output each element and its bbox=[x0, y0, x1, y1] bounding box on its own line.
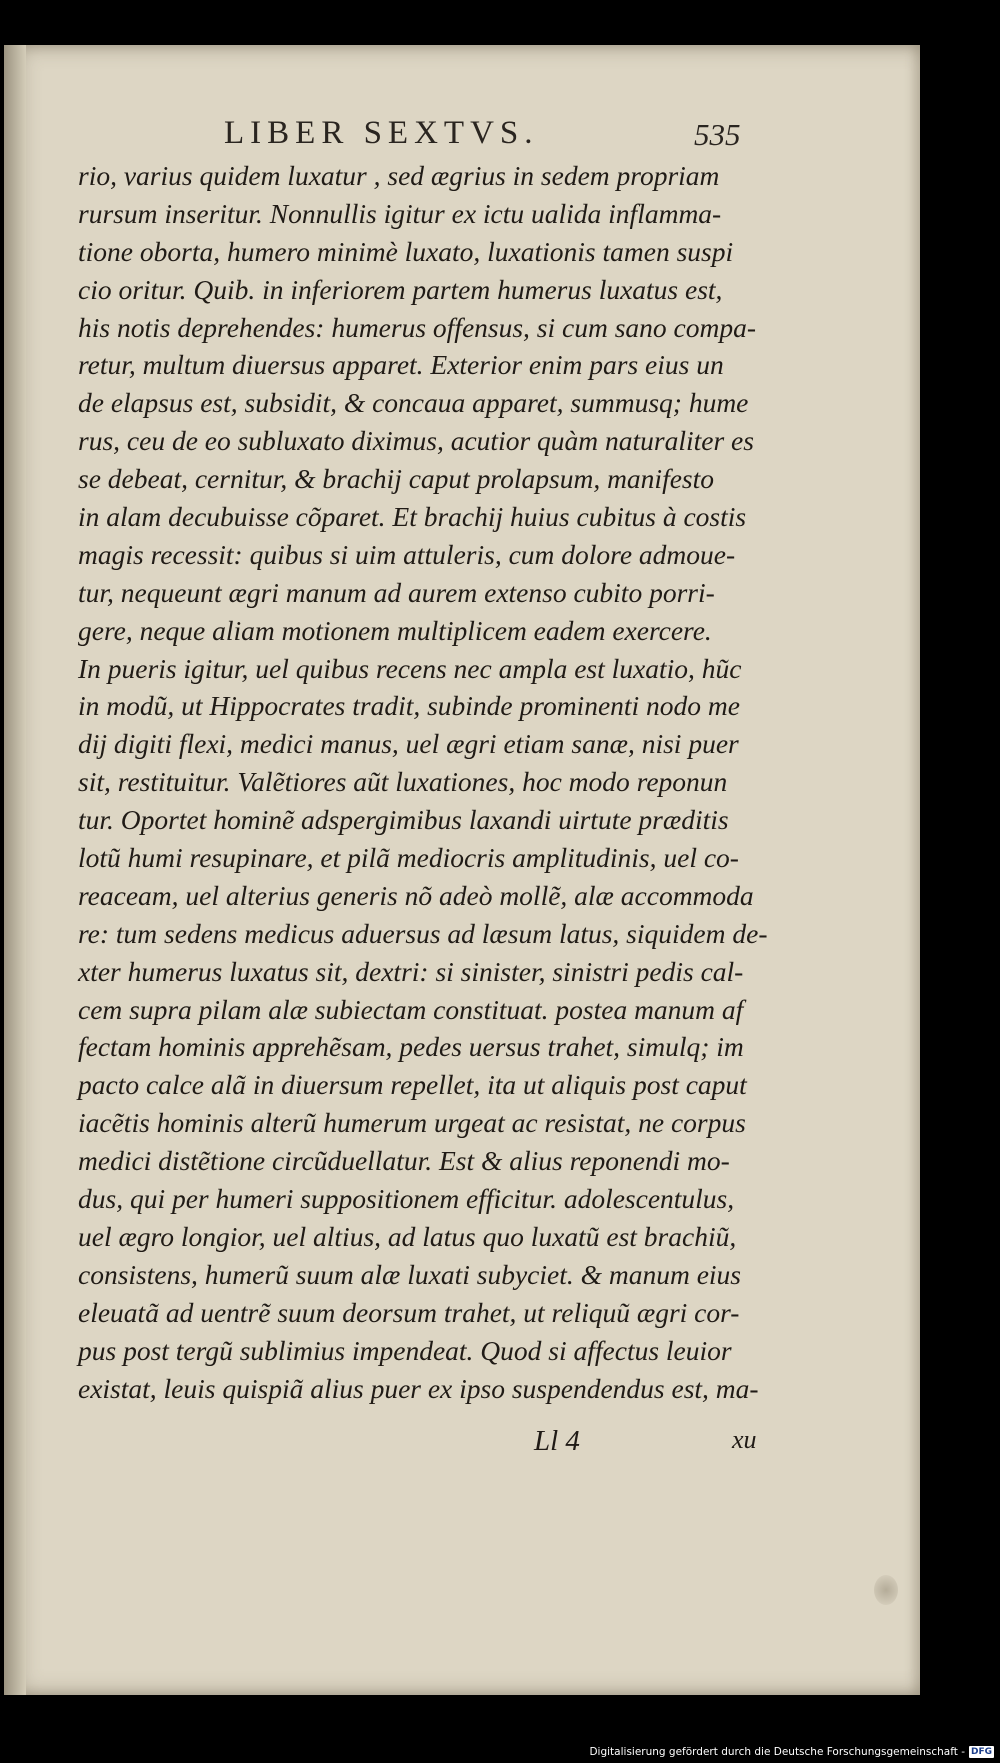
text-line: consistens, humerũ suum alæ luxati subyciet. & manum eius bbox=[78, 1258, 741, 1290]
text-line: dij digiti flexi, medici manus, uel ægri etiam sanæ, nisi puer bbox=[78, 728, 739, 760]
text-line: rursum inseritur. Nonnullis igitur ex ictu ualida inflamma- bbox=[78, 197, 722, 229]
running-head: LIBER SEXTVS. bbox=[224, 115, 539, 151]
text-line: rus, ceu de eo subluxato diximus, acutior quàm naturaliter es bbox=[78, 425, 754, 457]
text-line: In pueris igitur, uel quibus recens nec ampla est luxatio, hũc bbox=[78, 652, 742, 684]
page-footer bbox=[4, 1425, 920, 1465]
text-line: in modũ, ut Hippocrates tradit, subinde prominenti nodo me bbox=[78, 690, 741, 722]
text-line: pus post tergũ sublimius impendeat. Quod si affectus leuior bbox=[78, 1334, 732, 1366]
text-line: lotũ humi resupinare, et pilã mediocris amplitudinis, uel co- bbox=[78, 842, 739, 874]
text-line: uel ægro longior, uel altius, ad latus quo luxatũ est brachiũ, bbox=[78, 1220, 737, 1252]
text-line: se debeat, cernitur, & brachij caput prolapsum, manifesto bbox=[78, 463, 715, 495]
catchword: xu bbox=[732, 1425, 757, 1454]
text-line: gere, neque aliam motionem multiplicem eadem exercere. bbox=[78, 614, 712, 646]
signature-mark: Ll 4 bbox=[534, 1425, 580, 1457]
text-line: cem supra pilam alæ subiectam constituat. postea manum af bbox=[78, 993, 744, 1025]
text-line: in alam decubuisse cõparet. Et brachij huius cubitus à costis bbox=[78, 501, 747, 533]
paper-stain bbox=[874, 1575, 898, 1605]
dfg-logo: DFG bbox=[970, 1747, 992, 1757]
page-number: 535 bbox=[694, 117, 741, 152]
text-line: de elapsus est, subsidit, & concaua apparet, summusq; hume bbox=[78, 387, 749, 419]
text-line: fectam hominis apprehẽsam, pedes uersus trahet, simulq; im bbox=[78, 1031, 744, 1063]
text-line: his notis deprehendes: humerus offensus, si cum sano compa- bbox=[78, 311, 757, 343]
text-line: magis recessit: quibus si uim attuleris, cum dolore admoue- bbox=[78, 538, 736, 570]
text-line: existat, leuis quispiã alius puer ex ipso suspendendus est, ma- bbox=[78, 1372, 759, 1404]
text-line: iacẽtis hominis alterũ humerum urgeat ac resistat, ne corpus bbox=[78, 1107, 746, 1139]
text-line: tur. Oportet hominẽ adspergimibus laxandi uirtute præditis bbox=[78, 804, 729, 836]
text-line: cio oritur. Quib. in inferiorem partem humerus luxatus est, bbox=[78, 273, 723, 305]
text-line: retur, multum diuersus apparet. Exterior enim pars eius un bbox=[78, 349, 724, 381]
text-line: xter humerus luxatus sit, dextri: si sinister, sinistri pedis cal- bbox=[78, 955, 744, 987]
digitization-credit bbox=[589, 1745, 994, 1759]
text-line: reaceam, uel alterius generis nõ adeò mollẽ, alæ accommoda bbox=[78, 879, 754, 911]
text-line: tione oborta, humero minimè luxato, luxationis tamen suspi bbox=[78, 235, 734, 267]
book-page bbox=[4, 45, 920, 1695]
text-line: re: tum sedens medicus aduersus ad læsum latus, siquidem de- bbox=[78, 917, 768, 949]
text-line: sit, restituitur. Valẽtiores aũt luxationes, hoc modo reponun bbox=[78, 766, 728, 798]
text-block bbox=[78, 157, 778, 1407]
text-line: medici distẽtione circũduellatur. Est & alius reponendi mo- bbox=[78, 1145, 730, 1177]
text-line: rio, varius quidem luxatur , sed ægrius in sedem propriam bbox=[78, 160, 720, 191]
text-line: pacto calce alã in diuersum repellet, ita ut aliquis post caput bbox=[78, 1069, 747, 1101]
text-line: eleuatã ad uentrẽ suum deorsum trahet, ut reliquũ ægri cor- bbox=[78, 1296, 740, 1328]
text-line: dus, qui per humeri suppositionem efficitur. adolescentulus, bbox=[78, 1183, 735, 1215]
credit-text: Digitalisierung gefördert durch die Deutsche Forschungsgemeinschaft - bbox=[589, 1746, 965, 1758]
text-line: tur, nequeunt ægri manum ad aurem extenso cubito porri- bbox=[78, 576, 715, 608]
